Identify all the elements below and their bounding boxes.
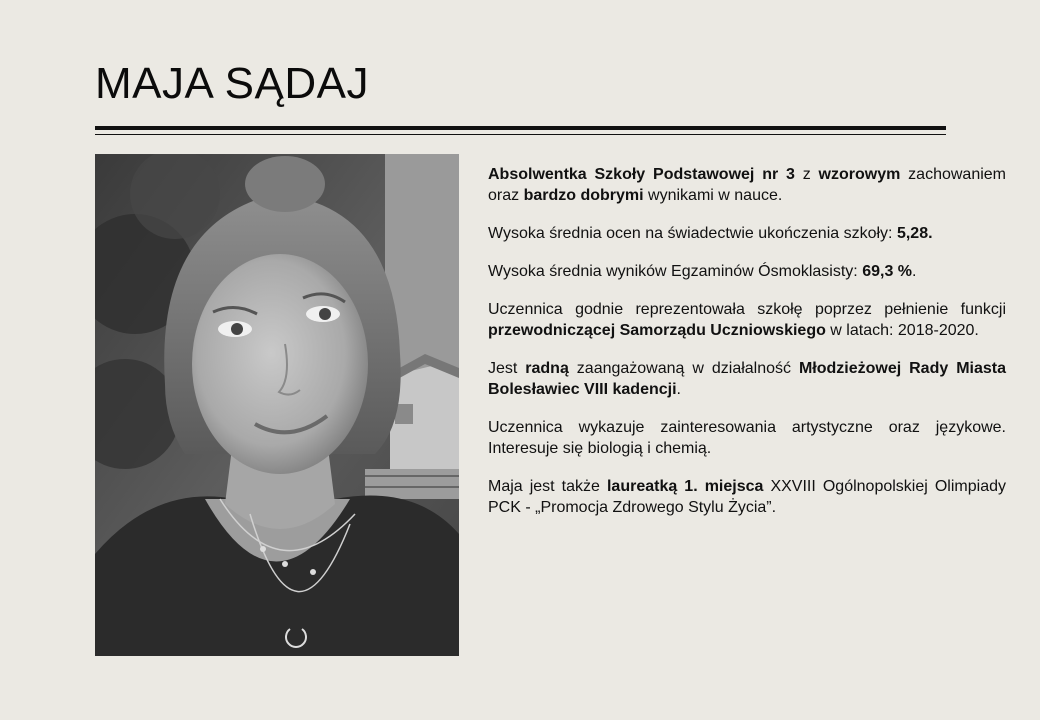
title-underline-thick	[95, 126, 946, 130]
bio-text: w latach: 2018-2020.	[825, 322, 979, 339]
title-underline-thin	[95, 134, 946, 135]
bio-text-bold: radną	[525, 360, 569, 377]
bio-text-bold: Absolwentka Szkoły Podstawowej nr 3	[488, 166, 795, 183]
bio-text-bold: Młodzieżowej Rady Miasta Bolesławiec VIII kadencji	[488, 360, 1006, 398]
bio-paragraph	[488, 261, 1006, 282]
bio-paragraph	[488, 299, 1006, 341]
bio-paragraph	[488, 223, 1006, 244]
bio-text: zaangażowaną w działalność	[568, 360, 799, 377]
portrait-photo-icon	[95, 154, 459, 656]
bio-paragraph	[488, 358, 1006, 400]
bio-text: .	[912, 263, 917, 280]
bio-paragraph	[488, 164, 1006, 206]
bio-text: Jest	[488, 360, 526, 377]
bio-text: .	[676, 381, 681, 398]
bio-text: z	[794, 166, 819, 183]
bio-text: XXVIII Ogólnopolskiej Olimpiady PCK - „Promocja Zdrowego Stylu Życia”.	[488, 478, 1006, 516]
bio-text: Uczennica wykazuje zainteresowania artystyczne oraz językowe. Interesuje się biologią i chemią.	[488, 419, 1006, 457]
bio-paragraph	[488, 417, 1006, 459]
bio-text-bold: wzorowym	[818, 166, 901, 183]
bio-paragraph	[488, 476, 1006, 518]
bio-text-bold: bardzo dobrymi	[523, 187, 644, 204]
page-title: MAJA SĄDAJ	[95, 59, 369, 108]
bio-text-bold: 5,28.	[896, 225, 933, 242]
bio-text-bold: laureatką 1. miejsca	[606, 478, 764, 495]
bio-text: Wysoka średnia wyników Egzaminów Ósmoklasisty:	[488, 263, 863, 280]
bio-text-bold: 69,3 %	[862, 263, 913, 280]
bio-text: wynikami w nauce.	[643, 187, 783, 204]
bio-text: Wysoka średnia ocen na świadectwie ukończenia szkoły:	[488, 225, 897, 242]
biography-text	[488, 164, 1006, 535]
bio-text-bold: przewodniczącej Samorządu Uczniowskiego	[488, 322, 826, 339]
portrait-photo	[95, 154, 459, 656]
bio-text: Uczennica godnie reprezentowała szkołę poprzez pełnienie funkcji	[488, 301, 1006, 318]
bio-text: zachowaniem oraz	[488, 166, 1006, 204]
bio-text: Maja jest także	[488, 478, 607, 495]
